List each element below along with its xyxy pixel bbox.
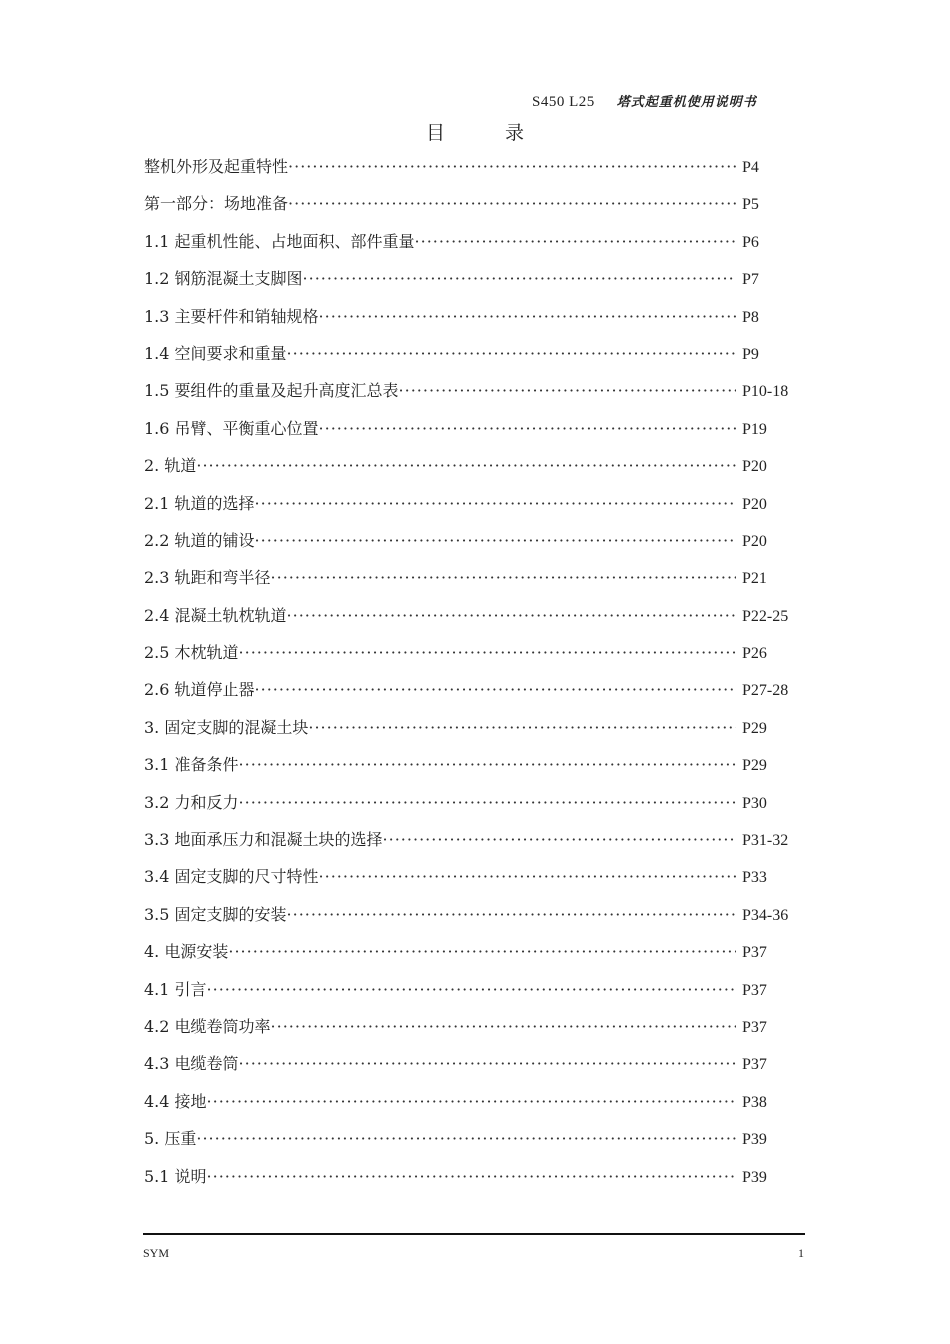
toc-entry xyxy=(144,1051,800,1088)
toc-entry xyxy=(144,640,800,677)
toc-entry xyxy=(144,1089,800,1126)
toc-leader-dots xyxy=(207,1167,736,1186)
toc-leader-dots xyxy=(271,568,736,587)
toc-entry-label: 2.5 木枕轨道 xyxy=(144,643,239,663)
toc-entry xyxy=(144,977,800,1014)
toc-entry-label: 1.2 钢筋混凝土支脚图 xyxy=(144,269,303,289)
toc-entry-label: 4.4 接地 xyxy=(144,1091,207,1111)
toc-entry xyxy=(144,827,800,864)
toc-leader-dots xyxy=(255,680,736,699)
toc-leader-dots xyxy=(303,269,736,288)
toc-entry-label: 2.3 轨距和弯半径 xyxy=(144,568,271,588)
toc-entry-page: P10-18 xyxy=(742,383,789,401)
toc-leader-dots xyxy=(239,1054,736,1073)
toc-entry-page: P20 xyxy=(742,495,767,513)
toc-entry-label: 1.6 吊臂、平衡重心位置 xyxy=(144,418,319,438)
toc-entry-label: 2.2 轨道的铺设 xyxy=(144,530,255,550)
toc-leader-dots xyxy=(239,755,736,774)
toc-leader-dots xyxy=(228,942,736,961)
toc-entry-label: 第一部分：场地准备 xyxy=(144,194,289,214)
toc-entry-page: P37 xyxy=(742,1056,767,1074)
toc-leader-dots xyxy=(287,606,736,625)
toc-leader-dots xyxy=(383,830,736,849)
toc-entry xyxy=(144,191,800,228)
page-header xyxy=(532,91,757,111)
toc-entry xyxy=(144,902,800,939)
toc-leader-dots xyxy=(319,419,736,438)
toc-entry-label: 1.4 空间要求和重量 xyxy=(144,343,287,363)
toc-entry-page: P20 xyxy=(742,532,767,550)
toc-entry-label: 1.5 要组件的重量及起升高度汇总表 xyxy=(144,381,399,401)
toc-entry-page: P6 xyxy=(742,233,759,251)
toc-heading: 目录 xyxy=(425,122,584,144)
document-title: 塔式起重机使用说明书 xyxy=(616,95,757,110)
toc-entry xyxy=(144,266,800,303)
toc-entry xyxy=(144,864,800,901)
toc-entry-label: 2.1 轨道的选择 xyxy=(144,493,255,513)
toc-entry xyxy=(144,341,800,378)
footer-page-number: 1 xyxy=(798,1246,804,1260)
toc-entry-page: P5 xyxy=(742,196,759,214)
toc-leader-dots xyxy=(308,718,736,737)
toc-entry-label: 4. 电源安装 xyxy=(144,942,229,962)
toc-entry-page: P8 xyxy=(742,308,759,326)
toc-entry-page: P7 xyxy=(742,271,759,289)
toc-entry-label: 3.4 固定支脚的尺寸特性 xyxy=(144,867,319,887)
toc-entry-page: P4 xyxy=(742,159,759,176)
toc-entry xyxy=(144,528,800,565)
toc-entry xyxy=(144,715,800,752)
toc-leader-dots xyxy=(319,867,736,886)
toc-entry-label: 2.4 混凝土轨枕轨道 xyxy=(144,605,287,625)
toc-entry-label: 1.1 起重机性能、占地面积、部件重量 xyxy=(144,231,415,251)
toc-entry xyxy=(144,1014,800,1051)
toc-entry-label: 整机外形及起重特性 xyxy=(144,157,289,176)
toc-entry-label: 3.1 准备条件 xyxy=(144,755,239,775)
toc-leader-dots xyxy=(255,531,736,550)
toc-leader-dots xyxy=(415,232,736,251)
toc-entry xyxy=(144,752,800,789)
toc-entry-label: 4.1 引言 xyxy=(144,979,207,999)
toc-entry xyxy=(144,229,800,266)
toc-leader-dots xyxy=(271,1017,736,1036)
toc-entry-page: P39 xyxy=(742,1168,767,1186)
toc-entry xyxy=(144,416,800,453)
toc-entry xyxy=(144,939,800,976)
toc-entry-page: P9 xyxy=(742,345,759,363)
toc-entry xyxy=(144,603,800,640)
toc-entry-page: P37 xyxy=(742,944,767,962)
toc-entry-page: P31-32 xyxy=(742,832,789,850)
toc-entry-page: P20 xyxy=(742,458,767,476)
table-of-contents xyxy=(144,154,800,1201)
toc-entry-label: 3.5 固定支脚的安装 xyxy=(144,904,287,924)
toc-entry-page: P33 xyxy=(742,869,767,887)
toc-leader-dots xyxy=(287,344,736,363)
toc-entry-page: P27-28 xyxy=(742,682,789,700)
toc-entry-label: 2. 轨道 xyxy=(144,456,197,476)
toc-entry xyxy=(144,1164,800,1201)
toc-entry-label: 3.3 地面承压力和混凝土块的选择 xyxy=(144,830,383,850)
toc-entry xyxy=(144,304,800,341)
toc-leader-dots xyxy=(239,793,736,812)
toc-leader-dots xyxy=(288,157,736,176)
toc-entry-label: 3. 固定支脚的混凝土块 xyxy=(144,717,309,737)
toc-entry xyxy=(144,677,800,714)
toc-entry-page: P21 xyxy=(742,570,767,588)
toc-entry-page: P22-25 xyxy=(742,607,789,625)
toc-leader-dots xyxy=(319,307,736,326)
footer-divider xyxy=(143,1233,805,1235)
toc-leader-dots xyxy=(207,1092,736,1111)
toc-leader-dots xyxy=(288,194,736,213)
toc-entry-label: 2.6 轨道停止器 xyxy=(144,680,255,700)
toc-entry-page: P37 xyxy=(742,981,767,999)
toc-entry xyxy=(144,154,800,191)
toc-entry-label: 1.3 主要杆件和销轴规格 xyxy=(144,306,319,326)
toc-entry-label: 4.2 电缆卷筒功率 xyxy=(144,1016,271,1036)
toc-entry-page: P37 xyxy=(742,1018,767,1036)
toc-entry-page: P30 xyxy=(742,794,767,812)
toc-entry-page: P29 xyxy=(742,757,767,775)
footer-company: SYM xyxy=(143,1246,170,1260)
toc-entry xyxy=(144,790,800,827)
toc-entry-label: 4.3 电缆卷筒 xyxy=(144,1054,239,1074)
toc-entry-page: P39 xyxy=(742,1131,767,1149)
toc-entry-label: 5.1 说明 xyxy=(144,1166,207,1186)
toc-leader-dots xyxy=(399,381,736,400)
toc-entry-label: 5. 压重 xyxy=(144,1129,197,1149)
toc-entry xyxy=(144,453,800,490)
toc-entry xyxy=(144,491,800,528)
toc-entry-page: P34-36 xyxy=(742,906,789,924)
toc-leader-dots xyxy=(196,1129,736,1148)
toc-entry-page: P19 xyxy=(742,420,767,438)
toc-entry-page: P38 xyxy=(742,1093,767,1111)
toc-entry xyxy=(144,1126,800,1163)
toc-leader-dots xyxy=(287,905,736,924)
toc-entry-page: P26 xyxy=(742,645,767,663)
toc-entry xyxy=(144,565,800,602)
toc-entry xyxy=(144,378,800,415)
model-number: S450 L25 xyxy=(532,94,595,110)
toc-leader-dots xyxy=(255,494,736,513)
toc-entry-label: 3.2 力和反力 xyxy=(144,792,239,812)
toc-leader-dots xyxy=(196,456,736,475)
toc-leader-dots xyxy=(207,980,736,999)
toc-entry-page: P29 xyxy=(742,719,767,737)
toc-leader-dots xyxy=(239,643,736,662)
